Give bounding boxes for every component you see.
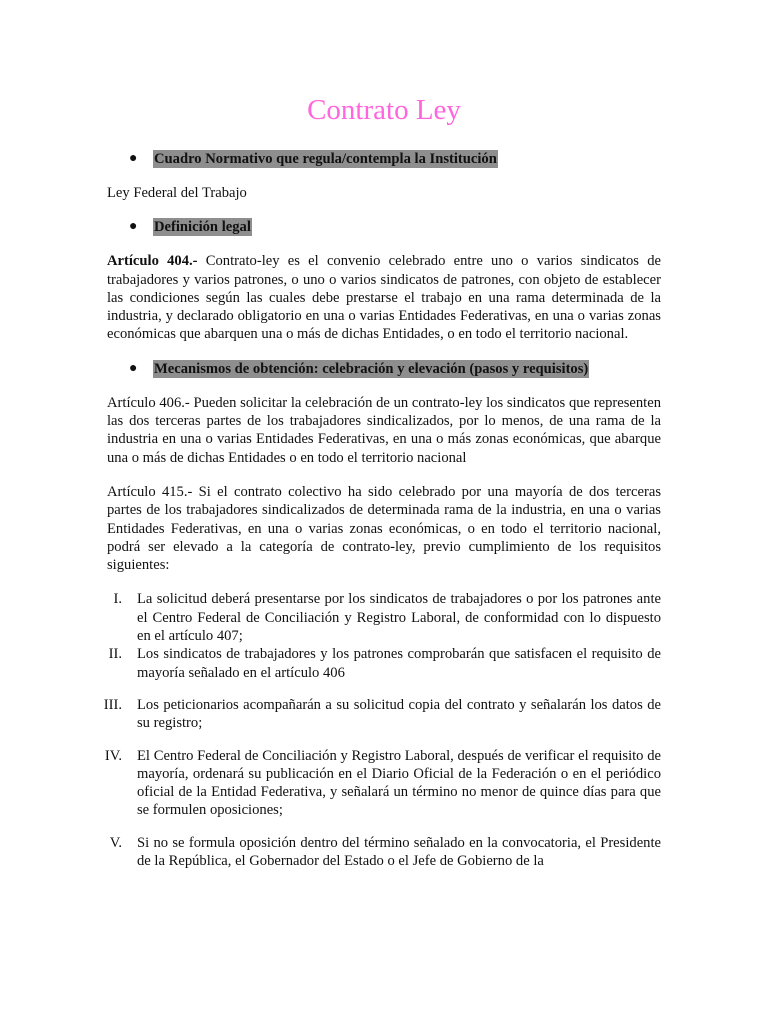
- list-item: [107, 645, 661, 682]
- list-number: V.: [109, 834, 122, 851]
- list-text: Si no se formula oposición dentro del término señalado en la convocatoria, el Presidente de la República, el Gobernador del Estado o el Jefe de Gobierno de la: [137, 834, 661, 870]
- list-number: I.: [113, 591, 122, 608]
- list-text: Los sindicatos de trabajadores y los patrones comprobarán que satisfacen el requisito de mayoría señalado en el artículo 406: [137, 646, 661, 681]
- bullet-icon: ●: [129, 219, 138, 235]
- list-item: [107, 834, 661, 871]
- heading-text: Mecanismos de obtención: celebración y elevación (pasos y requisitos): [154, 360, 589, 377]
- page-title: Contrato Ley: [307, 94, 461, 126]
- section-heading-mechanisms: [129, 358, 661, 380]
- list-number: III.: [103, 696, 122, 713]
- bullet-icon: ●: [129, 151, 138, 166]
- list-text: La solicitud deberá presentarse por los sindicatos de trabajadores o por los patrones ante el Centro Federal de Conciliación y Registro Laboral, de conformidad con lo dispuesto en el artículo 407;: [137, 591, 661, 645]
- bullet-icon: ●: [129, 360, 138, 376]
- article-406: Artículo 406.- Pueden solicitar la celebración de un contrato-ley los sindicatos que representen las dos terceras partes de los trabajadores sindicalizados, por lo menos, de una rama de la industria en una o varias Entidades Federativas, en una o más zonas económicas, que abarque una o más de dichas Entidades o en todo el territorio nacional: [107, 394, 661, 466]
- list-text: El Centro Federal de Conciliación y Registro Laboral, después de verificar el requisito de mayoría, ordenará su publicación en el Diario Oficial de la Federación o en el periódico oficial de la Entidad Federativa, y señalará un término no menor de quince días para que se formulen oposiciones;: [137, 747, 661, 819]
- list-number: II.: [108, 646, 122, 663]
- article-415: Artículo 415.- Si el contrato colectivo ha sido celebrado por una mayoría de dos terceras partes de los trabajadores sindicalizados de determinada rama de la industria, en una o varias Entidades Federativas, en una o varias zonas económicas, o en todo el territorio nacional, podrá ser elevado a la categoría de contrato-ley, previo cumplimiento de los requisitos siguientes:: [107, 483, 661, 574]
- article-404-label: Artículo 404.-: [107, 253, 198, 270]
- article-404: [107, 252, 661, 343]
- section-heading-definition: [129, 216, 661, 238]
- list-item: [103, 696, 661, 733]
- list-number: IV.: [104, 747, 122, 764]
- section-heading-normative: [129, 148, 661, 170]
- law-name: Ley Federal del Trabajo: [107, 185, 247, 201]
- document-body: [103, 92, 661, 870]
- article-404-text: Contrato-ley es el convenio celebrado entre uno o varios sindicatos de trabajadores y varios patrones, o uno o varios sindicatos de patrones, con objeto de establecer las condiciones según las cuales debe prestarse el trabajo en una rama determinada de la industria, y declarado obligatorio en una o varias Entidades Federativas, en una o varias zonas económicas que abarquen una o más de dichas Entidades, o en todo el territorio nacional.: [107, 253, 661, 343]
- heading-text: Definición legal: [154, 219, 251, 236]
- list-text: Los peticionarios acompañarán a su solicitud copia del contrato y señalarán los datos de su registro;: [137, 696, 661, 732]
- list-item: [104, 747, 661, 820]
- heading-text: Cuadro Normativo que regula/contempla la Institución: [154, 151, 497, 167]
- list-item: [107, 590, 661, 645]
